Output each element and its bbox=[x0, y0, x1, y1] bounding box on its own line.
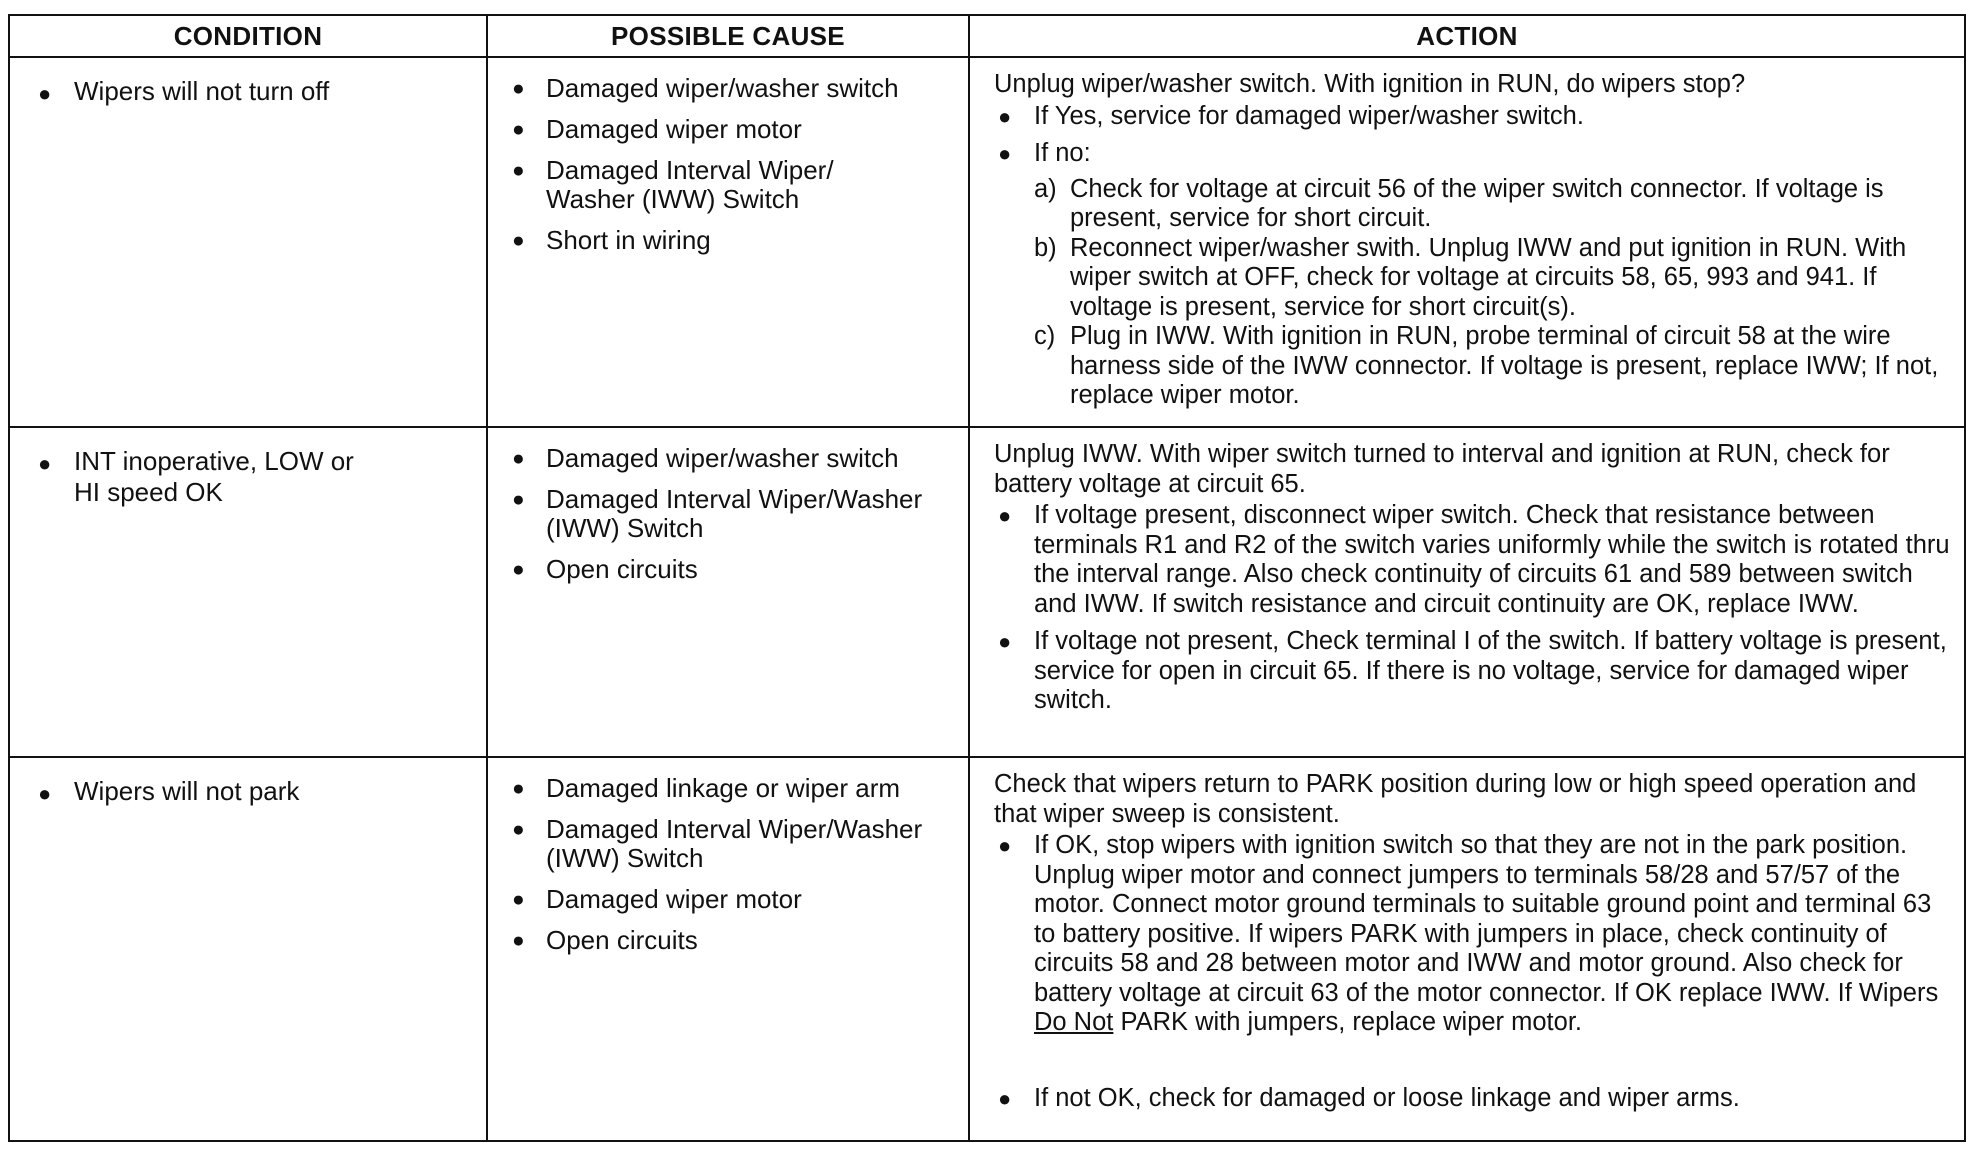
cause-item bbox=[512, 443, 962, 473]
cause-item bbox=[512, 114, 962, 144]
bullet-icon: ● bbox=[38, 781, 52, 806]
action-intro: Unplug IWW. With wiper switch turned to interval and ignition at RUN, check for battery voltage at circuit 65. bbox=[994, 440, 1890, 498]
cause-item bbox=[512, 773, 962, 803]
table-row bbox=[9, 757, 1965, 1141]
bullet-icon: ● bbox=[38, 451, 52, 476]
cause-item bbox=[512, 884, 962, 914]
action-substep bbox=[1034, 174, 1954, 234]
action-cell bbox=[969, 57, 1965, 427]
action-bullet bbox=[998, 101, 1954, 132]
action-bullet-text: If voltage present, disconnect wiper switch. Check that resistance between terminals R1 and R2 of the switch varies uniformly while the switch is rotated thru the interval range. Also check continuity of circuits 61 and 589 between switch and IWW. If switch resistance and circuit continuity are OK, replace IWW. bbox=[1034, 501, 1950, 618]
action-bullet-text: If Yes, service for damaged wiper/washer switch. bbox=[1034, 101, 1584, 130]
bullet-icon: ● bbox=[512, 118, 525, 141]
header-condition: CONDITION bbox=[9, 15, 487, 57]
cause-item bbox=[512, 484, 962, 543]
cause-cell bbox=[487, 427, 969, 757]
substep-text: Reconnect wiper/washer swith. Unplug IWW and put ignition in RUN. With wiper switch at OFF, check for voltage at circuits 58, 65, 993 and 941. If voltage is present, service for short circuit(s). bbox=[1070, 233, 1907, 321]
cause-item bbox=[512, 925, 962, 955]
action-substep bbox=[1034, 322, 1954, 411]
action-intro: Check that wipers return to PARK position during low or high speed operation and that wiper sweep is consistent. bbox=[994, 770, 1917, 828]
header-possible-cause: POSSIBLE CAUSE bbox=[487, 15, 969, 57]
cause-text: Open circuits bbox=[546, 925, 698, 955]
substep-label: a) bbox=[1034, 174, 1057, 203]
cause-item bbox=[512, 225, 962, 255]
action-bullet-text: If no: bbox=[1034, 139, 1091, 167]
action-cell bbox=[969, 427, 1965, 757]
condition-cell bbox=[9, 57, 487, 427]
action-bullet bbox=[998, 139, 1954, 411]
bullet-icon: ● bbox=[998, 629, 1012, 654]
bullet-icon: ● bbox=[512, 888, 525, 911]
cause-text: Short in wiring bbox=[546, 225, 711, 255]
cause-item bbox=[512, 554, 962, 584]
underlined-emphasis: Do Not bbox=[1034, 1008, 1114, 1036]
bullet-icon: ● bbox=[512, 488, 525, 511]
bullet-icon: ● bbox=[512, 558, 525, 581]
cause-text: Damaged Interval Wiper/ Washer (IWW) Switch bbox=[546, 155, 834, 214]
bullet-icon: ● bbox=[38, 81, 52, 106]
action-bullet bbox=[998, 1083, 1954, 1114]
condition-text: Wipers will not turn off bbox=[74, 76, 330, 106]
action-bullet-text: If not OK, check for damaged or loose linkage and wiper arms. bbox=[1034, 1083, 1740, 1112]
bullet-icon: ● bbox=[512, 818, 525, 841]
cause-text: Damaged linkage or wiper arm bbox=[546, 773, 901, 803]
cause-text: Damaged wiper/washer switch bbox=[546, 443, 899, 473]
action-intro: Unplug wiper/washer switch. With ignition in RUN, do wipers stop? bbox=[994, 70, 1746, 98]
substep-label: b) bbox=[1034, 233, 1057, 262]
cause-item bbox=[512, 814, 962, 873]
table-row bbox=[9, 57, 1965, 427]
cause-cell bbox=[487, 57, 969, 427]
table-row bbox=[9, 427, 1965, 757]
action-bullet-text: If OK, stop wipers with ignition switch so that they are not in the park position. Unplug wiper motor and connect jumpers to terminals 58/28 and 57/57 of the motor. Connect motor ground terminals to suitable ground point and terminal 63 to battery positive. If wipers PARK with jumpers in place, check continuity of circuits 58 and 28 between motor and IWW and motor ground. Also check for battery voltage at circuit 63 of the motor connector. If OK replace IWW. If Wipers bbox=[1034, 831, 1939, 1007]
action-bullet bbox=[998, 831, 1954, 1038]
bullet-icon: ● bbox=[998, 503, 1012, 528]
action-bullet-text-end: PARK with jumpers, replace wiper motor. bbox=[1120, 1008, 1582, 1036]
bullet-icon: ● bbox=[512, 229, 525, 252]
bullet-icon: ● bbox=[512, 929, 525, 952]
troubleshooting-table-page bbox=[8, 14, 1964, 1142]
bullet-icon: ● bbox=[998, 141, 1012, 166]
action-cell bbox=[969, 757, 1965, 1141]
bullet-icon: ● bbox=[512, 77, 525, 100]
bullet-icon: ● bbox=[512, 777, 525, 800]
action-substep bbox=[1034, 233, 1954, 323]
cause-cell bbox=[487, 757, 969, 1141]
cause-text: Damaged wiper motor bbox=[546, 114, 802, 144]
action-bullet bbox=[998, 627, 1954, 716]
action-bullet bbox=[998, 501, 1954, 619]
cause-text: Damaged wiper motor bbox=[546, 884, 802, 914]
action-bullet-text: If voltage not present, Check terminal I of the switch. If battery voltage is present, service for open in circuit 65. If there is no voltage, service for damaged wiper switch. bbox=[1034, 627, 1947, 714]
bullet-icon: ● bbox=[998, 1085, 1012, 1111]
cause-text: Damaged Interval Wiper/Washer (IWW) Switch bbox=[546, 814, 923, 873]
cause-item bbox=[512, 155, 962, 214]
cause-text: Damaged Interval Wiper/Washer (IWW) Switch bbox=[546, 484, 923, 543]
cause-item bbox=[512, 73, 962, 103]
bullet-icon: ● bbox=[998, 833, 1012, 858]
troubleshooting-table bbox=[8, 14, 1966, 1142]
substep-text: Check for voltage at circuit 56 of the wiper switch connector. If voltage is present, service for short circuit. bbox=[1070, 174, 1884, 232]
condition-cell bbox=[9, 757, 487, 1141]
bullet-icon: ● bbox=[998, 103, 1012, 129]
condition-text: INT inoperative, LOW or HI speed OK bbox=[74, 446, 354, 507]
cause-text: Open circuits bbox=[546, 554, 698, 584]
cause-text: Damaged wiper/washer switch bbox=[546, 73, 899, 103]
substep-text: Plug in IWW. With ignition in RUN, probe terminal of circuit 58 at the wire harness side of the IWW connector. If voltage is present, replace IWW; If not, replace wiper motor. bbox=[1070, 322, 1939, 409]
bullet-icon: ● bbox=[512, 447, 525, 470]
header-row bbox=[9, 15, 1965, 57]
condition-cell bbox=[9, 427, 487, 757]
header-action: ACTION bbox=[969, 15, 1965, 57]
substep-label: c) bbox=[1034, 322, 1056, 350]
bullet-icon: ● bbox=[512, 159, 525, 182]
condition-text: Wipers will not park bbox=[74, 776, 300, 806]
